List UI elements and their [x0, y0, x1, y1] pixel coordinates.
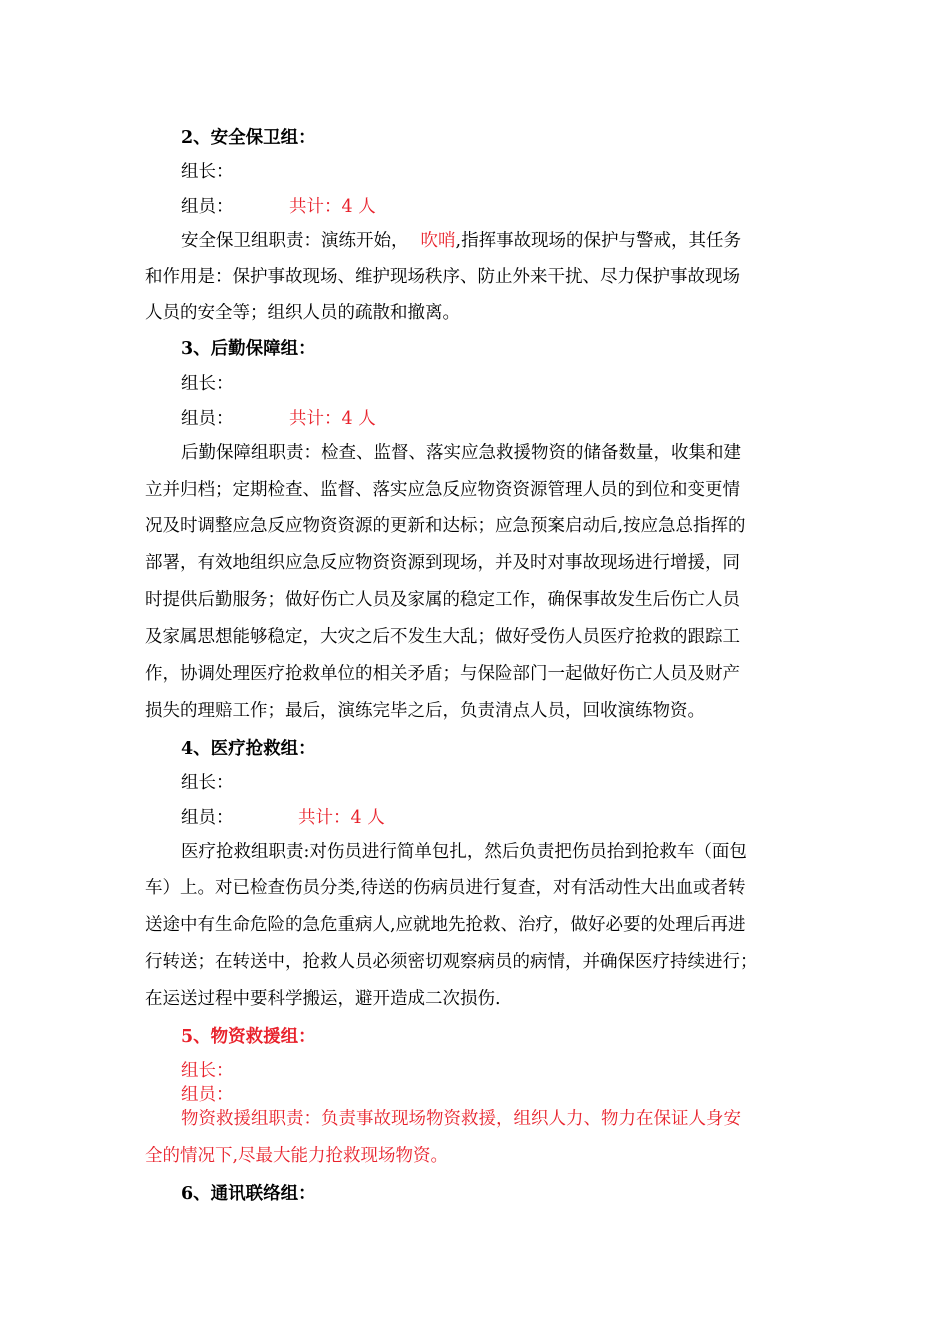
section-3-duty-line-2: 立并归档；定期检查、监督、落实应急反应物资资源管理人员的到位和变更情	[145, 480, 740, 500]
section-4-duty-line-3: 送途中有生命危险的急危重病人,应就地先抢救、治疗，做好必要的处理后再进	[145, 915, 746, 935]
section-5-duty-line-1: 物资救援组职责：负责事故现场物资救援，组织人力、物力在保证人身安	[181, 1109, 741, 1129]
section-2-leader: 组长：	[181, 162, 234, 182]
section-4-duty-line-4: 行转送；在转送中，抢救人员必须密切观察病员的病情，并确保医疗持续进行；	[145, 952, 758, 972]
section-3-duty-line-3: 况及时调整应急反应物资资源的更新和达标；应急预案启动后,按应急总指挥的	[145, 516, 746, 536]
section-2-duty-line-2: 和作用是：保护事故现场、维护现场秩序、防止外来干扰、尽力保护事故现场	[145, 267, 740, 287]
section-2-duty-highlight: 吹哨	[420, 231, 456, 251]
section-3-duty-line-6: 及家属思想能够稳定，大灾之后不发生大乱；做好受伤人员医疗抢救的跟踪工	[145, 627, 740, 647]
section-2-duty-line-3: 人员的安全等；组织人员的疏散和撤离。	[145, 303, 460, 323]
section-4-total: 共计：4 人	[298, 808, 385, 828]
section-2-duty-text-cont: ,指挥事故现场的保护与警戒，其任务	[455, 231, 742, 251]
section-2-members: 组员：	[181, 197, 234, 217]
section-3-heading: 3、后勤保障组：	[181, 339, 316, 359]
section-4-members: 组员：	[181, 808, 234, 828]
section-5-leader: 组长：	[181, 1061, 234, 1081]
section-4-leader: 组长：	[181, 773, 234, 793]
section-4-duty-line-2: 车）上。对已检查伤员分类,待送的伤病员进行复查，对有活动性大出血或者转	[145, 878, 746, 898]
section-5-members: 组员：	[181, 1085, 234, 1105]
section-5-duty-line-2: 全的情况下,尽最大能力抢救现场物资。	[145, 1146, 449, 1166]
section-3-duty-line-1: 后勤保障组职责：检查、监督、落实应急救援物资的储备数量，收集和建	[181, 443, 741, 463]
section-3-members: 组员：	[181, 409, 234, 429]
section-4-duty-line-5: 在运送过程中要科学搬运，避开造成二次损伤.	[145, 989, 501, 1009]
section-3-duty-line-4: 部署，有效地组织应急反应物资资源到现场，并及时对事故现场进行增援，同	[145, 553, 740, 573]
section-2-duty-line-1	[181, 229, 741, 253]
section-5-heading: 5、物资救援组：	[181, 1027, 316, 1047]
section-3-total: 共计：4 人	[289, 409, 376, 429]
section-3-duty-line-7: 作，协调处理医疗抢救单位的相关矛盾；与保险部门一起做好伤亡人员及财产	[145, 664, 740, 684]
section-3-duty-line-5: 时提供后勤服务；做好伤亡人员及家属的稳定工作，确保事故发生后伤亡人员	[145, 590, 740, 610]
section-2-heading: 2、安全保卫组：	[181, 128, 316, 148]
section-3-duty-line-8: 损失的理赔工作；最后，演练完毕之后，负责清点人员，回收演练物资。	[145, 701, 705, 721]
section-6-heading: 6、通讯联络组：	[181, 1184, 316, 1204]
section-4-duty-line-1: 医疗抢救组职责:对伤员进行简单包扎，然后负责把伤员抬到抢救车（面包	[181, 842, 747, 862]
section-2-total: 共计：4 人	[289, 197, 376, 217]
section-3-leader: 组长：	[181, 374, 234, 394]
section-2-duty-text: 安全保卫组职责：演练开始，	[181, 231, 409, 251]
section-4-heading: 4、医疗抢救组：	[181, 739, 316, 759]
